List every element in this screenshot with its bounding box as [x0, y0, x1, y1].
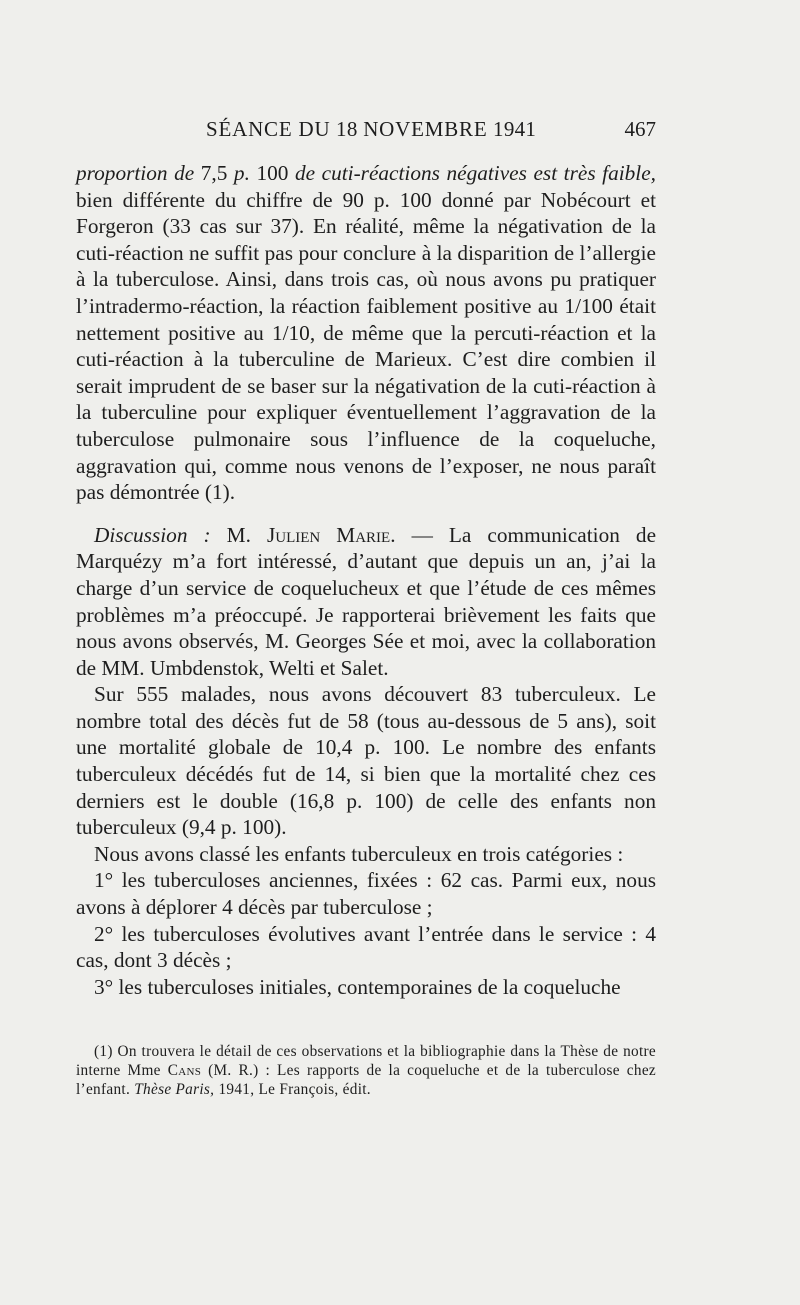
section-gap [76, 506, 656, 522]
footnote-italic-title: Thèse Paris, [134, 1081, 215, 1099]
list-item-3: 3° les tuberculoses initiales, contemporaines de la coqueluche [94, 974, 621, 999]
footnote-author: Cans [167, 1062, 202, 1080]
running-head-title [206, 117, 536, 142]
header-year: 1941 [493, 117, 537, 141]
speaker-prefix: M. [226, 522, 251, 547]
header-month: NOVEMBRE [363, 117, 488, 141]
footnote-tail: 1941, Le François, édit. [218, 1081, 371, 1099]
italic-lead: proportion de [76, 161, 195, 185]
speaker-name: Julien Marie [266, 522, 391, 547]
running-header [76, 117, 656, 147]
discussion-label: Discussion : [94, 522, 211, 547]
page-number: 467 [624, 117, 656, 141]
paragraph-1 [76, 160, 656, 506]
header-day: 18 [336, 117, 358, 141]
italic-phrase: de cuti-réactions négatives est très faible, [294, 161, 657, 185]
figure-value: 7,5 [200, 161, 228, 185]
body-text [76, 160, 656, 1000]
footnote-text [76, 1042, 656, 1100]
footnote-lead: (1) On trouvera le détail de ces observations et la bibliographie dans la Thèse de notre interne Mme [76, 1043, 656, 1080]
footnote-middle: (M. R.) : Les rapports de la coqueluche et de la tuberculose chez l’enfant. [76, 1062, 657, 1099]
paragraph-3: Sur 555 malades, nous avons découvert 83 tuberculeux. Le nombre total des décès fut de 58 (tous au-dessous de 5 ans), soit une mortalité globale de 10,4 p. 100. Le nombre des enfants tuberculeux décédés fut de 14, si bien que la mortalité chez ces derniers est le double (16,8 p. 100) de celle des enfants non tuberculeux (9,4 p. 100). [76, 682, 656, 840]
figure-value-2: 100 [256, 161, 289, 185]
footnote [76, 1042, 656, 1100]
paragraph-4: Nous avons classé les enfants tuberculeux en trois catégories : [94, 841, 624, 866]
italic-p: p. [233, 161, 250, 185]
paragraph-1-text: bien différente du chiffre de 90 p. 100 donné par Nobécourt et Forgeron (33 cas sur 37). En réalité, même la négativation de la cuti-réaction ne suffit pas pour conclure à la disparition de l’allergie à la tuberculose. Ainsi, dans trois cas, où nous avons pu pratiquer l’intradermo-réaction, la réaction faiblement positive au 1/100 était nettement positive au 1/10, de même que la percuti-réaction et la cuti-réaction à la tuberculine de Marieux. C’est dire combien il serait imprudent de se baser sur la négativation de la cuti-réaction à la tuberculine pour expliquer éventuellement l’aggravation de la tuberculose pulmonaire sous l’influence de la coqueluche, aggravation qui, comme nous venons de l’exposer, ne nous paraît pas démontrée (1). [76, 187, 656, 505]
discussion-paragraph [76, 522, 656, 682]
discussion-text: . — La communication de Marquézy m’a fort intéressé, d’autant que depuis un an, j’ai la charge d’un service de coquelucheux et que l’étude de ces mêmes problèmes m’a préoccupé. Je rapporterai brièvement les faits que nous avons observés, M. Georges Sée et moi, avec la collaboration de MM. Umbdenstok, Welti et Salet. [76, 522, 657, 680]
header-prefix: SÉANCE DU [206, 117, 331, 141]
list-item-2: 2° les tuberculoses évolutives avant l’entrée dans le service : 4 cas, dont 3 décès ; [76, 921, 656, 973]
list-item-1: 1° les tuberculoses anciennes, fixées : 62 cas. Parmi eux, nous avons à déplorer 4 décès par tuberculose ; [76, 868, 656, 920]
